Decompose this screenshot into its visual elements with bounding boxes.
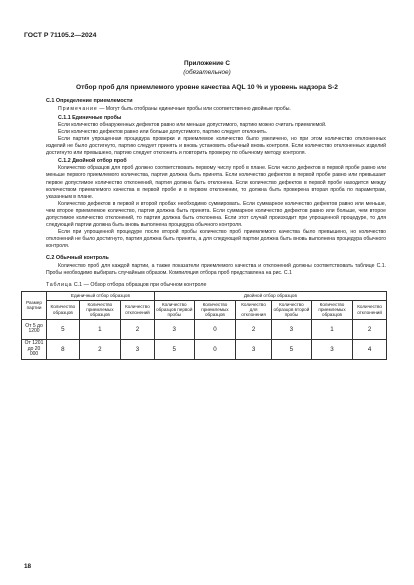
table-cell: 2 — [121, 319, 155, 339]
table-cell: 8 — [47, 339, 80, 359]
col-header: Количество для отклонения — [236, 300, 272, 319]
col-header: Количество образцов — [47, 300, 80, 319]
table-cell: 3 — [271, 319, 311, 339]
table-cell: 1 — [79, 319, 120, 339]
col-header: Количество образцов первой пробы — [156, 301, 193, 318]
document-body — [24, 96, 386, 360]
table-cell: 0 — [194, 339, 235, 359]
c2-paragraph-1: Количество проб для каждой партии, а также показатели приемлемого качества и отклонений должны соответствовать таблице С.1. Пробы необходимо выбирать случайным образом. Компиляция отбора проб представлена на рис. С.1 — [46, 263, 386, 277]
sampling-table — [21, 291, 387, 360]
document-title: Отбор проб для приемлемого уровне качества AQL 10 % и уровень надзора S-2 — [76, 84, 338, 91]
table-cell: 3 — [311, 339, 352, 359]
col-header: Количество образцов второй пробы — [273, 301, 310, 318]
table-cell: От 5 до 1200 — [22, 319, 47, 339]
table-cell: 5 — [47, 319, 80, 339]
table-caption — [46, 282, 386, 289]
note-text: — Могут быть отобраны единичные пробы или соответственно двойные пробы. — [97, 106, 291, 113]
c12-paragraph-3: Если при упрощенной процедуре после второй пробы количество проб приемлемого качества было превышено, но количество отклонений не было достигнуто, партия должна быть принята, а для следующей партии должна быть вновь выполнена процедура обычного контроля. — [46, 228, 386, 249]
appendix-title: Приложение С — [184, 60, 230, 67]
table-row — [22, 319, 387, 339]
appendix-status: (обязательное) — [183, 69, 231, 76]
section-c2-heading: С.2 Обычный контроль — [46, 254, 109, 261]
c12-paragraph-2: Количество дефектов в первой и второй пробах необходимо суммировать. Если суммарное количество дефектов равно или меньше, чем второе приемлемое количество, партия должна быть принята. Если суммарное количество дефектов равно или больше, чем второе допустимое количество отклонений, то партия должна быть отклонена. Если этот случай произходит при упрощенной процедуре, то для следующей партии должна быть вновь выполнена процедура обычного контроля. — [46, 200, 386, 228]
page-number: 18 — [24, 563, 32, 570]
c11-paragraph-1: Если количество обнаруженных дефектов равно или меньше допустимого, партию можно считать приемлемой. — [58, 122, 327, 129]
col-header: Количество отклонений — [353, 300, 387, 319]
table-caption-label: Таблица — [46, 282, 73, 289]
table-cell: 2 — [236, 319, 272, 339]
col-header-lot-size: Размер партии — [22, 292, 47, 320]
table-cell: 3 — [236, 339, 272, 359]
section-c1-heading: С.1 Определение приемлемости — [46, 98, 133, 104]
table-cell: 3 — [154, 319, 194, 339]
note-paragraph — [46, 106, 386, 113]
table-cell: 2 — [353, 319, 387, 339]
table-row — [22, 339, 387, 359]
group-header-double: Двойной отбор образцов — [154, 292, 386, 300]
c11-paragraph-3: Если партия упрощенная процедура проверки и приемлемое количество было увеличено, но при этом количество отклоненных изделий не было достигнуто, партию следует принять и вновь установить обычный вновь контроля. Если количество отклоненных изделий достигнуто или превышено, партию следует отклонить и повторить проверку по обычному методу контроля. — [46, 136, 386, 157]
section-c12-heading: С.1.2 Двойной отбор проб — [58, 158, 127, 165]
table-cell: 3 — [121, 339, 155, 359]
table-cell: От 1201 до 20 000 — [22, 339, 47, 359]
section-c11-heading: С.1.1 Единичные пробы — [58, 115, 122, 122]
table-caption-text: С.1 — Обзор отбора образцов при обычном контроле — [73, 282, 207, 289]
table-cell: 5 — [154, 339, 194, 359]
table-cell: 2 — [79, 339, 120, 359]
col-header: Количество отклонений — [121, 300, 155, 319]
c11-paragraph-2: Если количество дефектов равно или больше допустимого, партию следует отклонить. — [58, 129, 268, 136]
c12-paragraph-1: Количество образцов для проб должно соответствовать первому числу проб в плане. Если число дефектов в первой пробе равно или меньше первого приемлемого количества, партия должна быть принята. Если количество дефектов в первой пробе равно или превышает первое допустимое количество отклонений, партия должна быть отклонена. Если количество дефектов в первой пробе находится между количеством приемлемого качества в первой пробе и в первом отклонении, то должна быть проверена вторая проба по параметрам, указанным в плане. — [46, 165, 386, 200]
table-cell: 0 — [194, 319, 235, 339]
table-cell: 4 — [353, 339, 387, 359]
table-cell: 1 — [311, 319, 352, 339]
note-label: Примечание — [58, 106, 98, 113]
group-header-single: Единичный отбор образцов — [47, 292, 155, 300]
col-header: Количество приемлемых образцов — [194, 300, 235, 319]
table-cell: 5 — [271, 339, 311, 359]
col-header: Количество приемлемых образцов — [311, 300, 352, 319]
col-header: Количество приемлемых образцов — [79, 300, 120, 319]
standard-number: ГОСТ Р 71105.2—2024 — [24, 32, 97, 39]
